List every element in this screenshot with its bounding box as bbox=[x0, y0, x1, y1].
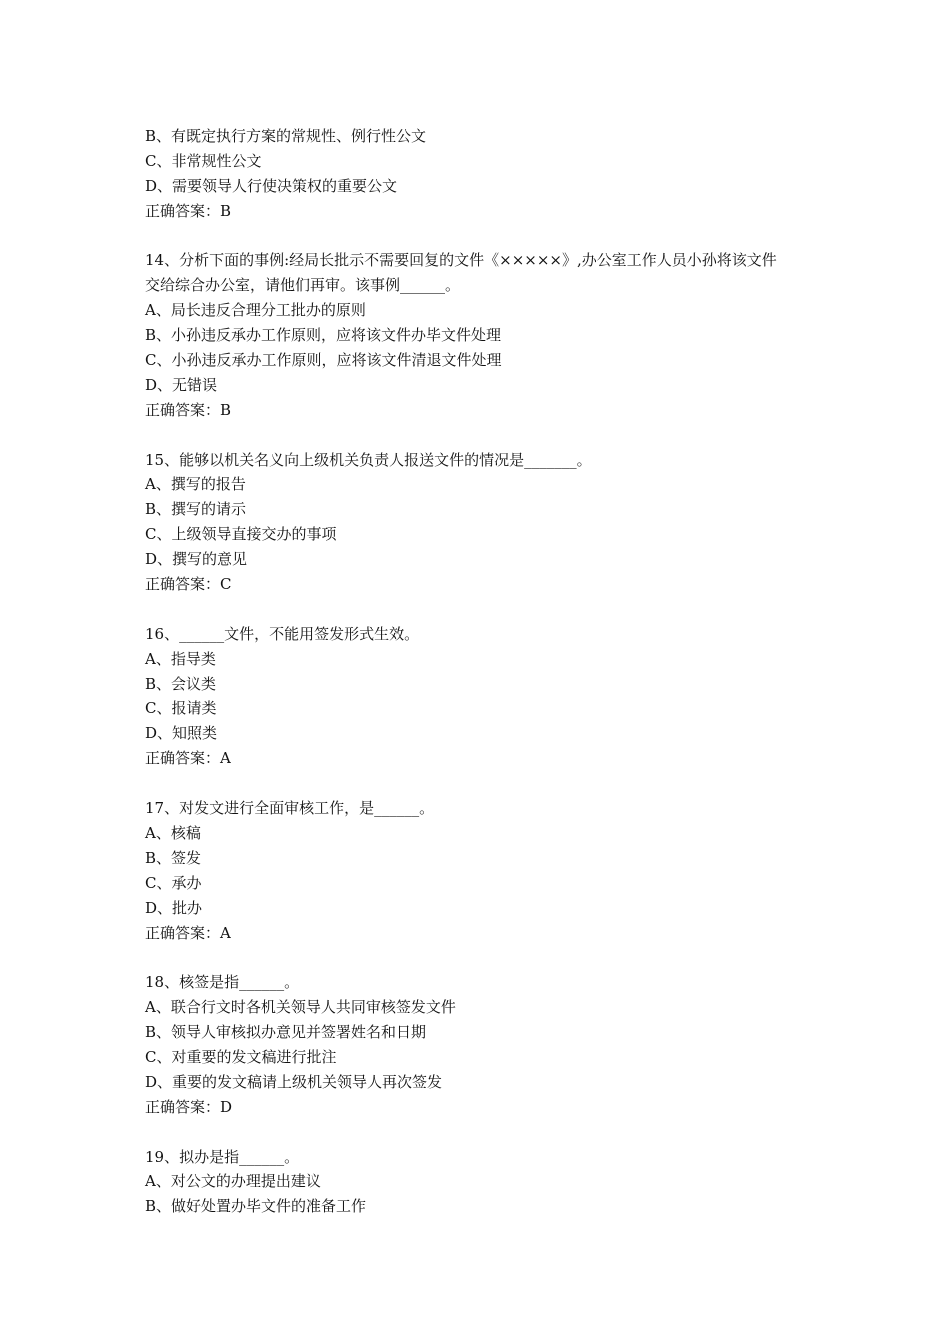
option-a: A、撰写的报告 bbox=[145, 475, 246, 494]
question-16 bbox=[145, 622, 825, 771]
question-14 bbox=[145, 248, 825, 422]
spacer bbox=[145, 771, 825, 796]
correct-answer: 正确答案：A bbox=[145, 923, 231, 942]
option-c: C、对重要的发文稿进行批注 bbox=[145, 1047, 337, 1066]
option-b: B、领导人审核拟办意见并签署姓名和日期 bbox=[145, 1023, 427, 1042]
spacer bbox=[145, 1120, 825, 1145]
option-b: B、做好处置办毕文件的准备工作 bbox=[145, 1197, 367, 1216]
option-c: C、非常规性公文 bbox=[145, 151, 262, 170]
question-stem: 15、能够以机关名义向上级机关负责人报送文件的情况是_______。 bbox=[145, 450, 592, 469]
spacer bbox=[145, 597, 825, 622]
option-b: B、有既定执行方案的常规性、例行性公文 bbox=[145, 127, 427, 145]
question-stem: 交给综合办公室，请他们再审。该事例______。 bbox=[145, 276, 461, 295]
question-15 bbox=[145, 448, 825, 597]
option-a: A、指导类 bbox=[145, 649, 216, 668]
option-a: A、局长违反合理分工批办的原则 bbox=[145, 301, 366, 320]
option-b: B、小孙违反承办工作原则，应将该文件办毕文件处理 bbox=[145, 326, 502, 345]
option-c: C、上级领导直接交办的事项 bbox=[145, 525, 337, 544]
question-17 bbox=[145, 796, 825, 945]
option-b: B、撰写的请示 bbox=[145, 500, 247, 519]
option-a: A、核稿 bbox=[145, 823, 201, 842]
question-stem: 18、核签是指______。 bbox=[145, 973, 300, 992]
correct-answer: 正确答案：B bbox=[145, 201, 232, 220]
option-c: C、报请类 bbox=[145, 699, 217, 718]
question-19 bbox=[145, 1145, 825, 1220]
option-d: D、重要的发文稿请上级机关领导人再次签发 bbox=[145, 1072, 443, 1091]
correct-answer: 正确答案：D bbox=[145, 1097, 233, 1116]
correct-answer: 正确答案：B bbox=[145, 400, 232, 419]
question-stem: 17、对发文进行全面审核工作，是______。 bbox=[145, 799, 435, 818]
spacer bbox=[145, 423, 825, 448]
question-stem: 16、______文件，不能用签发形式生效。 bbox=[145, 624, 420, 643]
option-b: B、签发 bbox=[145, 848, 202, 867]
option-a: A、联合行文时各机关领导人共同审核签发文件 bbox=[145, 998, 456, 1017]
correct-answer: 正确答案：C bbox=[145, 575, 232, 594]
option-d: D、无错误 bbox=[145, 375, 218, 394]
option-d: D、知照类 bbox=[145, 724, 218, 743]
question-stem: 19、拟办是指______。 bbox=[145, 1147, 300, 1166]
question-13-continuation bbox=[145, 124, 825, 224]
option-d: D、需要领导人行使决策权的重要公文 bbox=[145, 176, 398, 195]
spacer bbox=[145, 945, 825, 970]
option-b: B、会议类 bbox=[145, 674, 217, 693]
option-c: C、小孙违反承办工作原则，应将该文件清退文件处理 bbox=[145, 351, 502, 370]
correct-answer: 正确答案：A bbox=[145, 749, 231, 768]
spacer bbox=[145, 224, 825, 249]
document-page bbox=[145, 124, 825, 1219]
option-d: D、批办 bbox=[145, 898, 203, 917]
option-c: C、承办 bbox=[145, 873, 202, 892]
option-d: D、撰写的意见 bbox=[145, 550, 248, 569]
question-18 bbox=[145, 970, 825, 1119]
question-stem: 14、分析下面的事例:经局长批示不需要回复的文件《×××××》,办公室工作人员小孙将该文件 bbox=[145, 251, 777, 270]
option-a: A、对公文的办理提出建议 bbox=[145, 1172, 321, 1191]
